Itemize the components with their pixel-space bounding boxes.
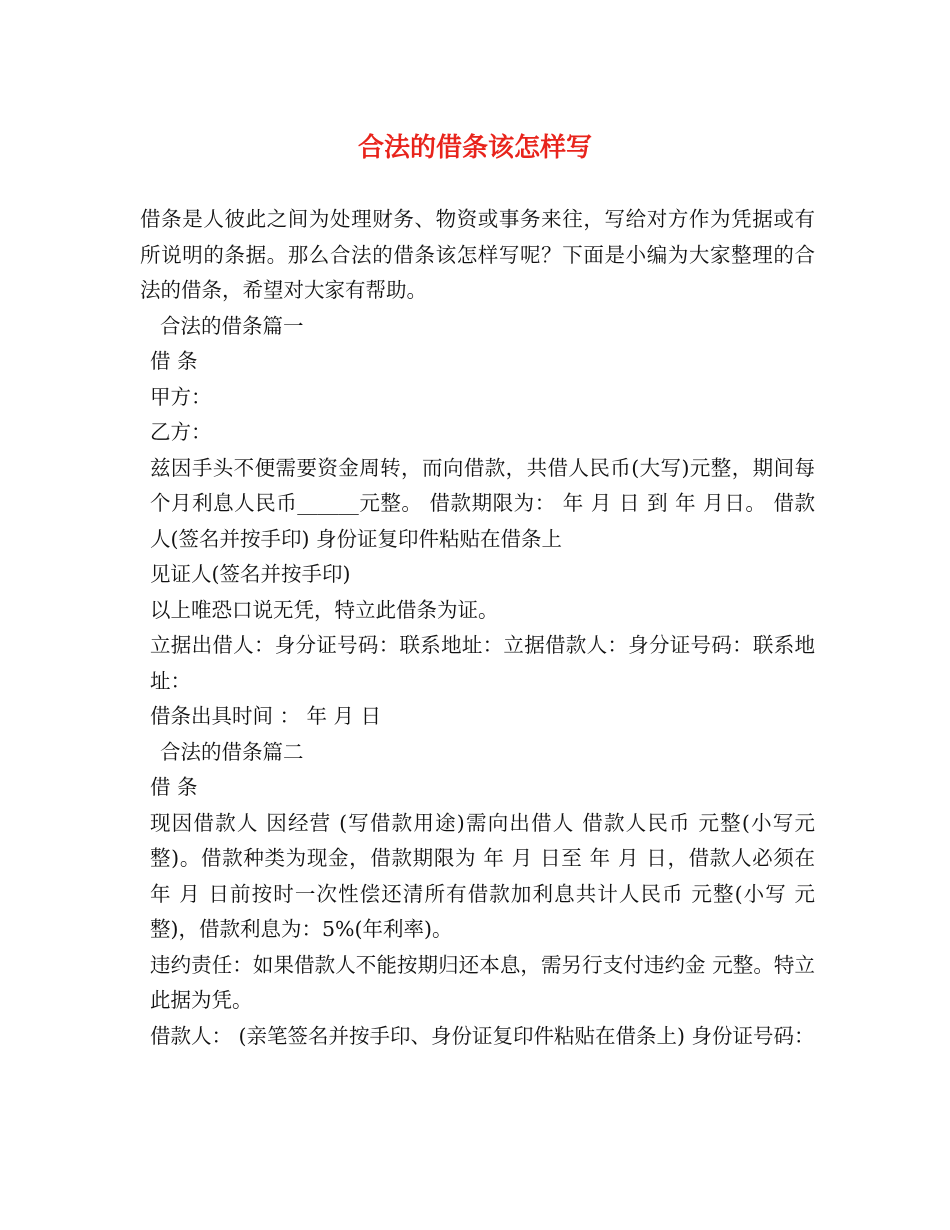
section-heading-2: 合法的借条篇二: [160, 739, 304, 764]
proof-statement: 以上唯恐口说无凭，特立此借条为证。: [150, 597, 499, 622]
iou-heading-2: 借 条: [150, 775, 198, 799]
borrower-signature-paragraph: 借款人： (亲笔签名并按手印、身份证复印件粘贴在借条上) 身份证号码：: [150, 1023, 815, 1048]
witness-line: 见证人(签名并按手印): [150, 562, 351, 586]
intro-paragraph: 借条是人彼此之间为处理财务、物资或事务来往，写给对方作为凭据或有所说明的条据。那么合法的借条该怎样写呢？下面是小编为大家整理的合法的借条，希望对大家有帮助。: [140, 207, 815, 302]
issue-date-line: 借条出具时间 ： 年 月 日: [150, 704, 382, 728]
document-title: 合法的借条该怎样写: [357, 133, 592, 163]
loan-terms-paragraph-2: 现因借款人 因经营 (写借款用途)需向出借人 借款人民币 元整(小写元整)。借款种类为现金，借款期限为 年 月 日至 年 月 日，借款人必须在 年 月 日前按时一次性偿还清所有借款加利息共计人民币 元整(小写 元整)，借款利息为：5%(年利率)。: [150, 810, 815, 941]
iou-heading-1: 借 条: [150, 349, 198, 373]
breach-paragraph: 违约责任：如果借款人不能按期归还本息，需另行支付违约金 元整。特立此据为凭。: [150, 952, 815, 1012]
section-heading-1: 合法的借条篇一: [160, 313, 304, 338]
party-b-line: 乙方：: [150, 420, 212, 444]
loan-terms-paragraph-1: 兹因手头不便需要资金周转，而向借款，共借人民币(大写)元整，期间每个月利息人民币______元整。 借款期限为： 年 月 日 到 年 月日。 借款人(签名并按手印) 身份证复印件粘贴在借条上: [150, 455, 815, 551]
party-a-line: 甲方：: [150, 384, 212, 409]
document-body: [140, 202, 815, 1054]
signatories-paragraph: 立据出借人：身分证号码：联系地址：立据借款人：身分证号码：联系地址：: [150, 633, 815, 693]
